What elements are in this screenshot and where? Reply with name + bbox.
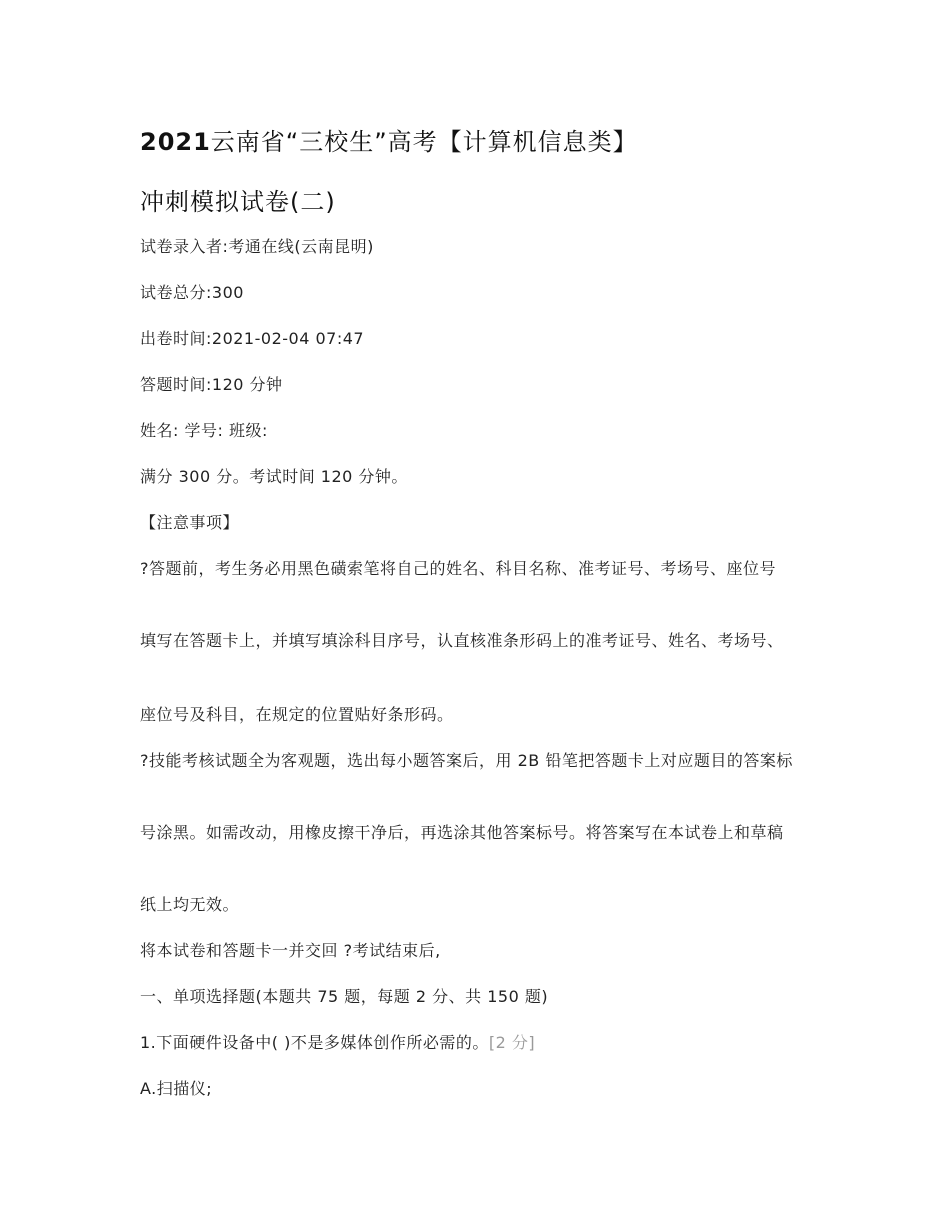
- title-year: 2021: [140, 128, 211, 156]
- meta-answer-time: 答题时间:120 分钟: [140, 375, 283, 394]
- notice-heading: 【注意事项】: [140, 513, 240, 532]
- meta-total-score: 试卷总分:300: [140, 283, 244, 302]
- notice-paragraph-2b: 号涂黑。如需改动，用橡皮擦干净后，再选涂其他答案标号。将答案写在本试卷上和草稿: [140, 823, 784, 842]
- title-line-1-text: 云南省“三校生”高考【计算机信息类】: [210, 128, 638, 156]
- notice-paragraph-3: 将本试卷和答题卡一并交回 ?考试结束后,: [140, 941, 441, 960]
- notice-paragraph-2c: 纸上均无效。: [140, 895, 240, 914]
- meta-issue-time: 出卷时间:2021-02-04 07:47: [140, 329, 365, 348]
- document-title-line-1: [140, 122, 638, 157]
- exam-intro: 满分 300 分。考试时间 120 分钟。: [140, 467, 408, 486]
- meta-student-fields: 姓名: 学号: 班级:: [140, 421, 268, 440]
- notice-paragraph-1c: 座位号及科目，在规定的位置贴好条形码。: [140, 705, 454, 724]
- notice-paragraph-1a: ?答题前，考生务必用黑色磺索笔将自己的姓名、科目名称、准考证号、考场号、座位号: [140, 559, 776, 578]
- meta-entered-by: 试卷录入者:考通在线(云南昆明): [140, 237, 374, 256]
- question-1-score: [2 分]: [488, 1033, 536, 1052]
- question-1-text: 1.下面硬件设备中( )不是多媒体创作所必需的。: [140, 1033, 489, 1052]
- question-1: [140, 1030, 820, 1056]
- notice-paragraph-1b: 填写在答题卡上，并填写填涂科目序号，认直核准条形码上的准考证号、姓名、考场号、: [140, 631, 784, 650]
- document-title-line-2: 冲刺模拟试卷(二): [140, 188, 336, 216]
- notice-paragraph-2a: ?技能考核试题全为客观题，选出每小题答案后，用 2B 铅笔把答题卡上对应题目的答案标: [140, 751, 793, 770]
- section-heading: 一、单项选择题(本题共 75 题，每题 2 分、共 150 题): [140, 987, 549, 1006]
- question-1-option-a: A.扫描仪;: [140, 1079, 213, 1098]
